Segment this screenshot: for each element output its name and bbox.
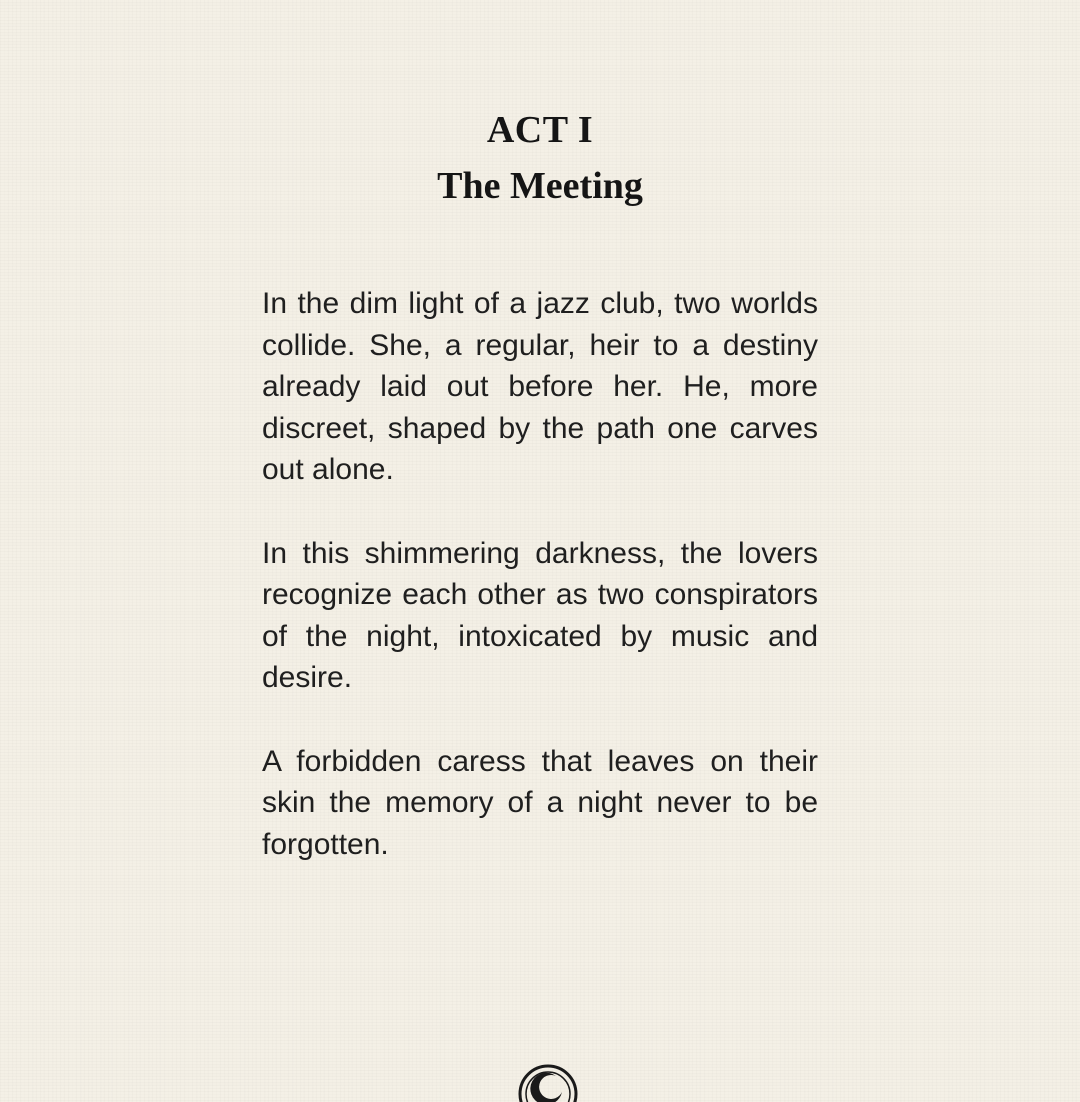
paragraph-3: A forbidden caress that leaves on their skin the memory of a night never to be forgotten. — [262, 744, 818, 861]
story-text — [262, 283, 818, 907]
paragraph-1: In the dim light of a jazz club, two worlds collide. She, a regular, heir to a destiny already laid out before her. He, more discreet, shaped by the path one carves out alone. — [262, 287, 818, 486]
act-label: ACT I — [486, 109, 594, 151]
moon-emblem-icon — [516, 1062, 580, 1102]
chapter-heading — [0, 104, 1080, 216]
chapter-title: The Meeting — [437, 165, 643, 207]
paragraph-2: In this shimmering darkness, the lovers recognize each other as two conspirators of the night, intoxicated by music and desire. — [262, 536, 818, 694]
